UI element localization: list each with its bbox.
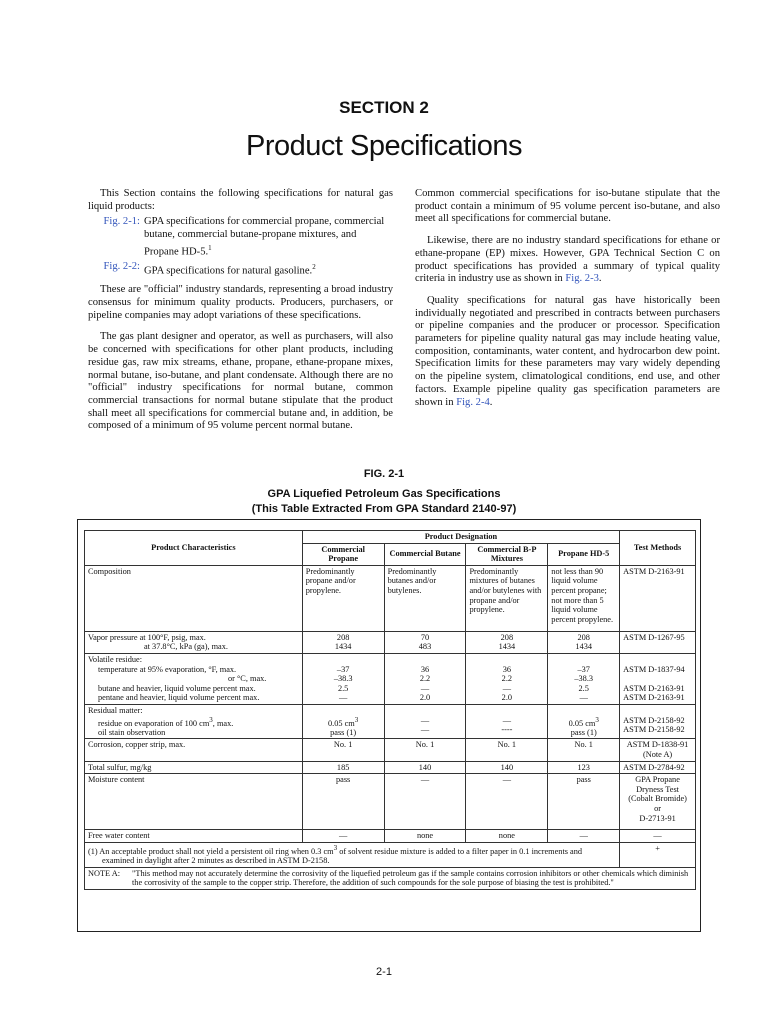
value: —	[339, 693, 348, 703]
value: 1434	[498, 642, 516, 652]
value: or	[654, 804, 662, 814]
value: —	[579, 693, 588, 703]
cell	[548, 631, 620, 653]
page-number: 2-1	[376, 966, 392, 978]
value: –38.3	[574, 674, 594, 684]
value: 2.0	[501, 693, 513, 703]
value: 208	[577, 632, 590, 642]
cell: Predominantly mixtures of butanes and/or butylenes with propane and/or propylene.	[466, 565, 548, 631]
body-paragraph: The gas plant designer and operator, as well as purchasers, will also be concerned with specifications for other plant products, including residue gas, raw mix streams, ethane, propane, ethane-propane mixes, normal butane, iso-butane, and plant condensate. Although there are no "official" industry specifications for normal butane, common commercial transactions for normal butane stipulate that the product shall meet all specifications for commercial butane and, in addition, be composed of a minimum of 95 volume percent normal butane.	[88, 331, 393, 432]
cell: No. 1	[548, 739, 620, 761]
header-test-methods: Test Methods	[620, 531, 696, 566]
row-label: Total sulfur, mg/kg	[85, 761, 303, 774]
value: 36	[420, 664, 430, 674]
cell: pass	[548, 774, 620, 830]
value: 1434	[575, 642, 593, 652]
label-line: Volatile residue:	[88, 654, 142, 664]
value: 2.5	[578, 683, 589, 693]
note-row	[85, 867, 696, 889]
fig-2-3-link[interactable]: Fig. 2-3	[565, 273, 599, 285]
value: 2.5	[337, 683, 349, 693]
value: —	[420, 725, 430, 735]
value: ASTM D-2163-91	[623, 683, 685, 693]
row-label	[85, 653, 303, 704]
value: ASTM D-1838-91	[626, 740, 689, 750]
cell: 140	[384, 761, 466, 774]
note-text: "This method may not accurately determine the corrosivity of the liquefied petroleum gas if the sample contains corrosion inhibitors or other chemicals which diminish the corrosivity of the sample to the copper strip. Therefore, the addition of such compounds for the sole purpose of biasing the test is prohibited."	[132, 868, 689, 888]
value: 208	[336, 632, 350, 642]
label-line: oil stain observation	[98, 727, 166, 737]
cell: —	[466, 774, 548, 830]
value: ASTM D-2158-92	[623, 715, 685, 725]
cell	[548, 704, 620, 739]
cell: —	[620, 830, 696, 843]
value: GPA Propane	[635, 775, 680, 785]
cell: 123	[548, 761, 620, 774]
cell	[384, 704, 466, 739]
row-label: Free water content	[85, 830, 303, 843]
label-line: or °C, max.	[228, 674, 267, 684]
row-label	[85, 704, 303, 739]
cell	[620, 774, 696, 830]
label-text: , max.	[212, 718, 234, 728]
value: —	[502, 715, 512, 725]
cell	[620, 653, 696, 704]
cell	[466, 704, 548, 739]
cell: 140	[466, 761, 548, 774]
cell	[302, 631, 384, 653]
cell: No. 1	[466, 739, 548, 761]
left-column	[88, 188, 393, 442]
body-paragraph	[415, 235, 720, 286]
cell	[466, 631, 548, 653]
value: ASTM D-1837-94	[623, 664, 685, 674]
header-designation: Product Designation	[302, 531, 619, 544]
label-text: residue on evaporation of 100 cm	[98, 718, 210, 728]
value: 2.2	[419, 674, 431, 684]
value: –37	[577, 664, 590, 674]
table-row	[85, 774, 696, 830]
note-label: NOTE A:	[88, 868, 121, 878]
cell: ASTM D-2163-91	[620, 565, 696, 631]
footnote-row	[85, 842, 696, 867]
fig-list-item	[88, 216, 393, 259]
table-row	[85, 739, 696, 761]
cell	[620, 704, 696, 739]
cell: pass	[302, 774, 384, 830]
value: 2.0	[419, 693, 431, 703]
cell: 185	[302, 761, 384, 774]
footnote	[85, 842, 620, 867]
superscript: 3	[333, 843, 338, 852]
body-paragraph: These are "official" industry standards, representing a broad industry consensus for minimum quality products. Producers, purchasers, or pipeline companies may adopt variations of these specifications.	[88, 284, 393, 321]
row-label: Moisture content	[85, 774, 303, 830]
cell: Predominantly propane and/or propylene.	[302, 565, 384, 631]
superscript: 3	[209, 715, 213, 724]
page-title: Product Specifications	[246, 130, 522, 162]
fig-desc: GPA specifications for natural gasoline.	[144, 265, 313, 277]
cell	[466, 653, 548, 704]
cell	[302, 704, 384, 739]
cell	[384, 653, 466, 704]
label-line: temperature at 95% evaporation, °F, max.	[98, 664, 237, 674]
value: pass (1)	[570, 727, 597, 737]
table-row	[85, 631, 696, 653]
cell: ASTM D-2784-92	[620, 761, 696, 774]
value-text: 0.05 cm	[328, 718, 355, 728]
value: 208	[500, 632, 514, 642]
right-column	[415, 188, 720, 418]
figure-title-line: GPA Liquefied Petroleum Gas Specifications	[267, 488, 501, 500]
superscript: 3	[595, 715, 599, 724]
value: pass (1)	[330, 727, 357, 737]
table-row	[85, 565, 696, 631]
cell	[384, 631, 466, 653]
fig-link[interactable]: Fig. 2-1:	[103, 216, 140, 228]
fig-list-item	[88, 261, 393, 278]
value: ASTM D-2158-92	[623, 725, 685, 735]
figure-subtitle: (This Table Extracted From GPA Standard 2140-97)	[251, 503, 517, 515]
fig-link[interactable]: Fig. 2-2:	[103, 261, 140, 273]
header-col: Commercial B-P Mixtures	[466, 543, 548, 565]
intro-paragraph: This Section contains the following specifications for natural gas liquid products:	[88, 188, 393, 212]
superscript: 3	[354, 715, 359, 724]
cell: ASTM D-1267-95	[620, 631, 696, 653]
cell: none	[466, 830, 548, 843]
cell: Predominantly butanes and/or butylenes.	[384, 565, 466, 631]
value	[306, 716, 381, 728]
value: –37	[336, 664, 350, 674]
header-col: Commercial Butane	[384, 543, 466, 565]
label-line: pentane and heavier, liquid volume percent max.	[98, 693, 260, 703]
fig-desc: GPA specifications for commercial propane, commercial butane, commercial butane-propane mixtures, and Propane HD-5.	[144, 216, 385, 258]
header-col: Propane HD-5	[548, 543, 620, 565]
value: 2.2	[501, 674, 513, 684]
body-paragraph	[415, 295, 720, 409]
value: (Note A)	[642, 750, 673, 760]
value: —	[420, 715, 430, 725]
table-row	[85, 761, 696, 774]
figure-title	[0, 487, 768, 517]
table-row	[85, 830, 696, 843]
value: D-2713-91	[639, 813, 676, 823]
cell	[620, 739, 696, 761]
footnote-text: examined in daylight after 2 minutes as described in ASTM D-2158.	[102, 856, 330, 866]
value: (Cobalt Bromide)	[628, 794, 687, 804]
figure-number: FIG. 2-1	[363, 468, 405, 480]
body-paragraph: Common commercial specifications for iso-butane stipulate that the product contain a minimum of 95 volume percent iso-butane, and also meet all specifications for commercial butane.	[415, 188, 720, 225]
cell	[302, 653, 384, 704]
value: 36	[502, 664, 512, 674]
row-label: Composition	[85, 565, 303, 631]
footnote-text: of solvent residue mixture is added to a filter paper in 0.1 increments and	[337, 846, 583, 856]
cell: +	[620, 842, 696, 867]
note	[85, 867, 696, 889]
label-line: at 37.8°C, kPa (ga), max.	[144, 642, 228, 652]
label-line	[88, 716, 299, 728]
period: .	[489, 396, 493, 408]
value: —	[502, 683, 512, 693]
label-line: butane and heavier, liquid volume percent max.	[98, 683, 256, 693]
table-header-row	[85, 531, 696, 544]
value: Dryness Test	[636, 784, 679, 794]
header-col: Commercial Propane	[302, 543, 384, 565]
row-label: Corrosion, copper strip, max.	[85, 739, 303, 761]
value: 1434	[334, 642, 352, 652]
spec-table	[84, 530, 696, 890]
cell: none	[384, 830, 466, 843]
value: 70	[420, 632, 430, 642]
label-line: Residual matter:	[88, 705, 143, 715]
footnote-mark: 2	[312, 263, 316, 272]
value: —	[420, 683, 430, 693]
period: .	[598, 273, 602, 285]
value: –38.3	[333, 674, 353, 684]
cell: No. 1	[302, 739, 384, 761]
row-label	[85, 631, 303, 653]
cell: not less than 90 liquid volume percent propane; not more than 5 liquid volume percent propylene.	[548, 565, 620, 631]
paragraph-text: Quality specifications for natural gas have historically been individually negotiated and prescribed in contracts between purchasers or pipeline companies and the producer or processor. Specification parameters for pipeline quality natural gas may include heating value, composition, contaminants, water content, and hydrocarbon dew point. Specification limits for these parameters may vary widely depending on the pipeline system, climatological conditions, end use, and other factors. Example pipeline quality gas specification parameters are shown in	[415, 294, 720, 408]
cell: —	[384, 774, 466, 830]
table-row	[85, 704, 696, 739]
label-line: Vapor pressure at 100°F, psig, max.	[88, 632, 206, 642]
value: ASTM D-2163-91	[623, 693, 685, 703]
footnote-mark: 1	[208, 243, 212, 252]
cell: No. 1	[384, 739, 466, 761]
cell: —	[548, 830, 620, 843]
value-text: 0.05 cm	[568, 718, 596, 728]
footnote-text: (1) An acceptable product shall not yield a persistent oil ring when 0.3 cm	[88, 846, 334, 856]
fig-2-4-link[interactable]: Fig. 2-4	[456, 396, 490, 408]
value	[551, 716, 616, 728]
cell	[548, 653, 620, 704]
cell: —	[302, 830, 384, 843]
value: ----	[501, 725, 513, 735]
header-characteristics: Product Characteristics	[85, 531, 303, 566]
value: 483	[418, 642, 432, 652]
section-label: SECTION 2	[339, 98, 429, 117]
table-row	[85, 653, 696, 704]
paragraph-text: Likewise, there are no industry standard specifications for ethane or ethane-propane (EP) mixes. However, GPA Technical Section C on product specifications has provided a summary of typical quality criteria in industry use as shown in	[415, 235, 720, 285]
